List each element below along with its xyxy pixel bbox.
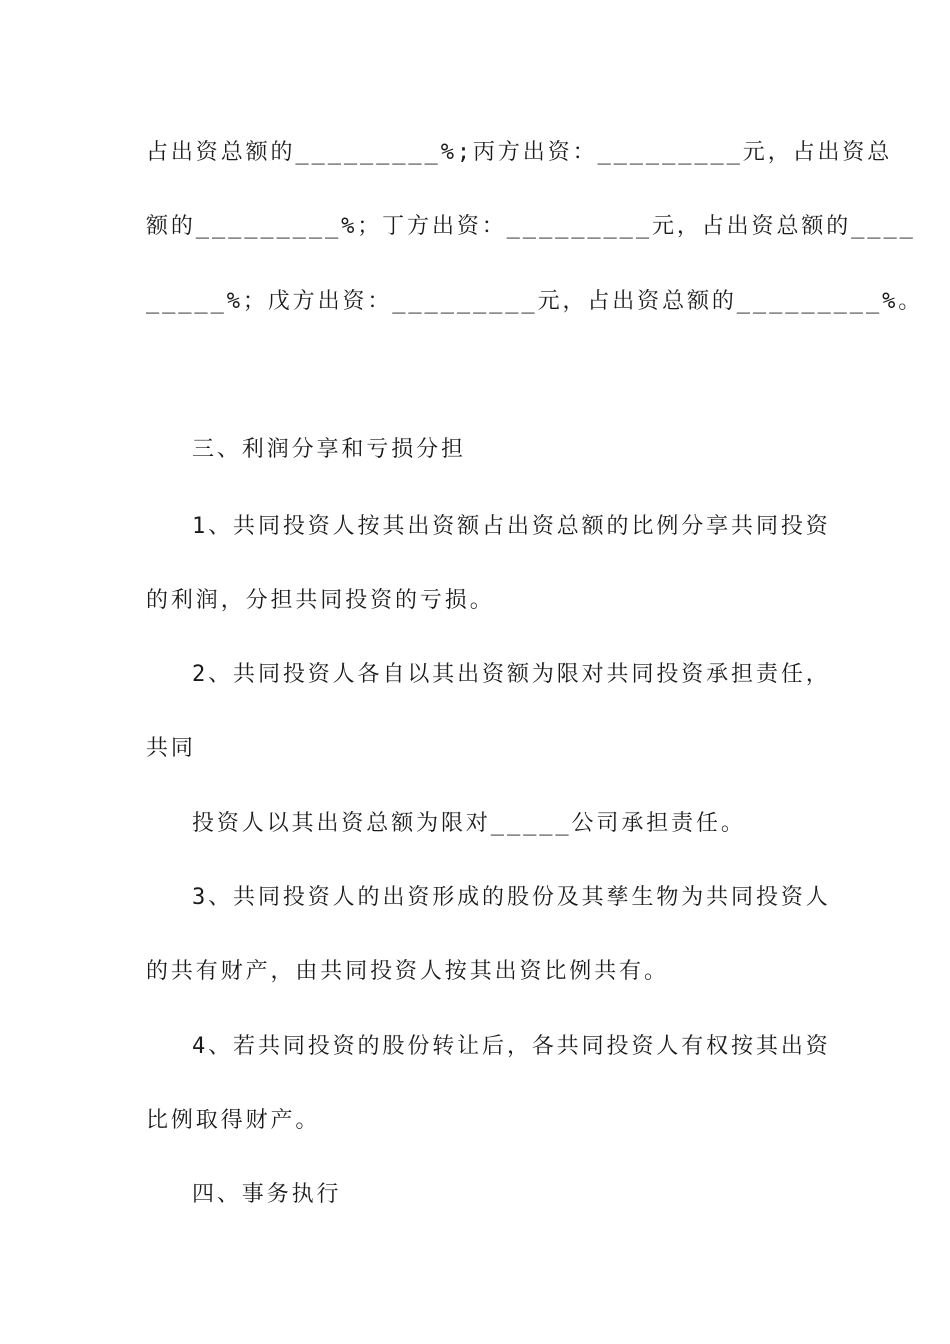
clause-3-line-2: 的共有财产，由共同投资人按其出资比例共有。 (146, 959, 669, 984)
contribution-line-1: 占出资总额的_________%;丙方出资：_________元，占出资总 (146, 140, 893, 165)
clause-4-line-2: 比例取得财产。 (146, 1108, 321, 1133)
clause-1-line-2: 的利润，分担共同投资的亏损。 (146, 588, 495, 613)
clause-2-line-1: 2、共同投资人各自以其出资额为限对共同投资承担责任， (192, 662, 831, 687)
clause-4-line-1: 4、若共同投资的股份转让后，各共同投资人有权按其出资 (192, 1034, 831, 1059)
clause-2-line-3: 投资人以其出资总额为限对_____公司承担责任。 (192, 811, 746, 836)
clause-1-line-1: 1、共同投资人按其出资额占出资总额的比例分享共同投资 (192, 514, 831, 539)
contribution-line-3: _____%；戊方出资：_________元，占出资总额的_________%。 (146, 289, 924, 314)
section-heading-profit-loss: 三、利润分享和亏损分担 (192, 437, 466, 462)
clause-2-line-2: 共同 (146, 736, 196, 761)
section-heading-affairs-execution: 四、事务执行 (192, 1182, 342, 1207)
contribution-line-2: 额的_________%；丁方出资：_________元，占出资总额的____ (146, 214, 916, 239)
clause-3-line-1: 3、共同投资人的出资形成的股份及其孳生物为共同投资人 (192, 885, 831, 910)
